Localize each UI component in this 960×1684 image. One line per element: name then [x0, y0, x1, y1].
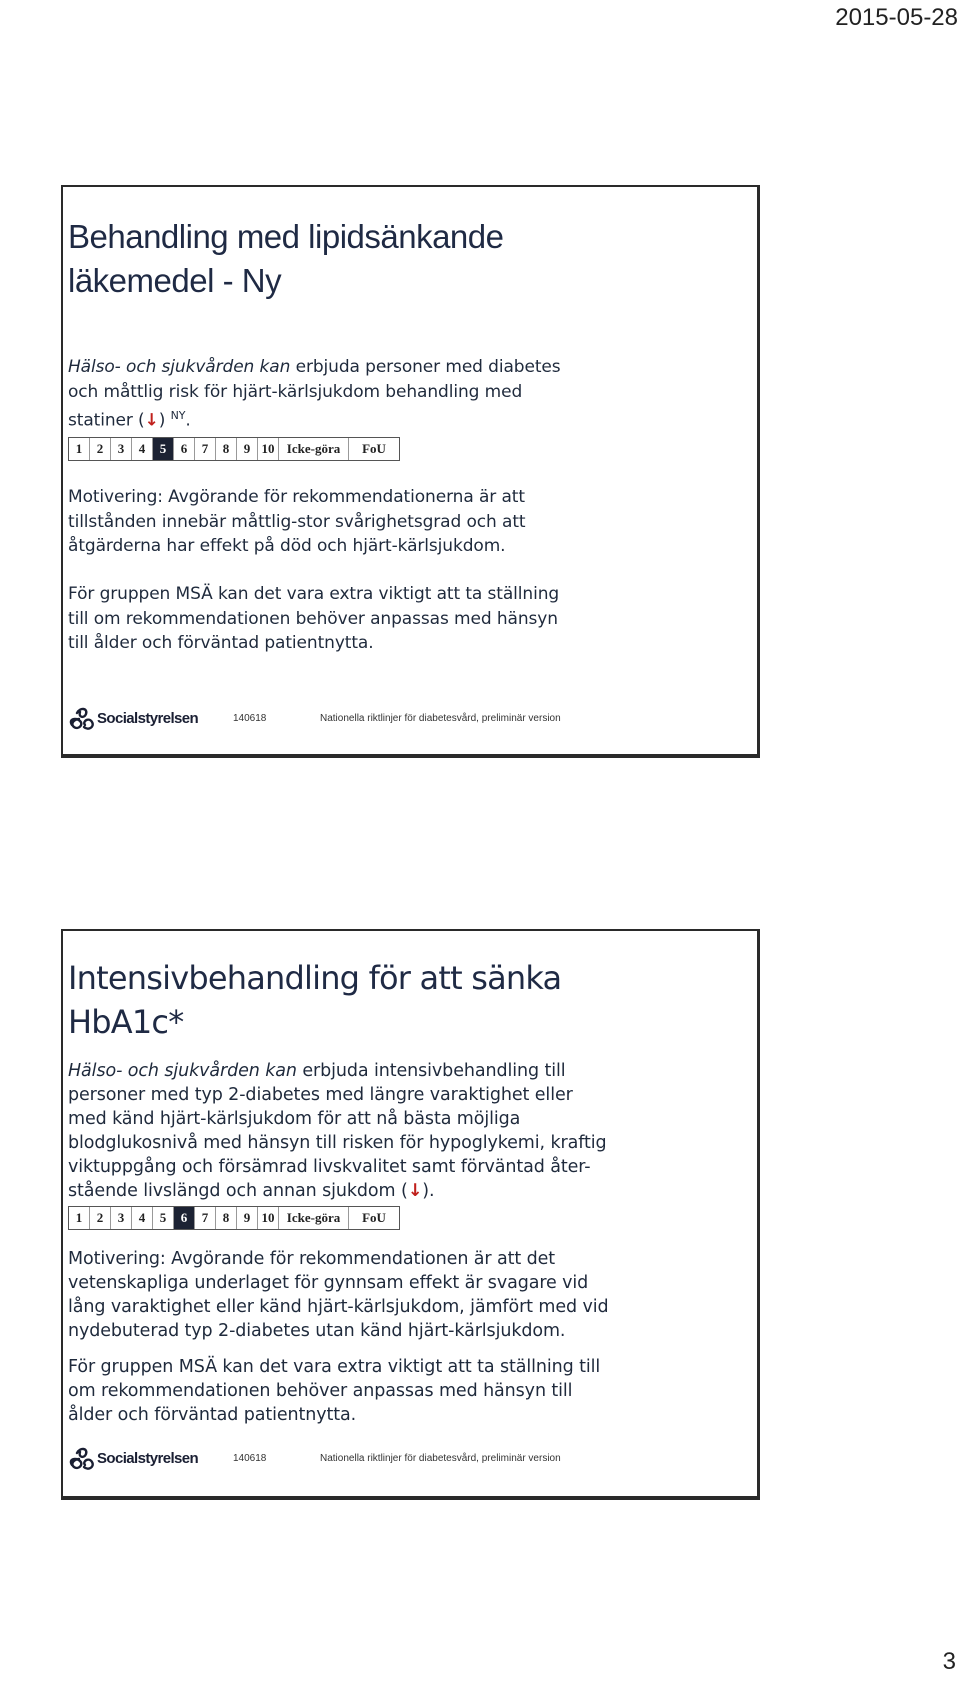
- page-number: 3: [942, 1648, 956, 1675]
- motivation-text: [68, 1247, 749, 1343]
- scale-cell: 4: [132, 1207, 153, 1229]
- recommendation-subject: Hälso- och sjukvården kan: [68, 1061, 297, 1081]
- socialstyrelsen-logo: [68, 705, 198, 731]
- msa-text: [68, 582, 749, 656]
- scale-cell: 9: [237, 438, 258, 460]
- scale-cell: 8: [216, 1207, 237, 1229]
- recommendation-line: ).: [422, 1181, 435, 1201]
- scale-cell: FoU: [362, 441, 386, 456]
- priority-scale: [68, 437, 400, 461]
- scale-cell: Icke-göra: [279, 438, 349, 460]
- slide-lipid-treatment: [61, 185, 760, 758]
- scale-cell: 3: [111, 1207, 132, 1229]
- recommendation-line: viktuppgång och försämrad livskvalitet samt förväntad åter-: [68, 1157, 591, 1177]
- slide-intensive-treatment: [61, 929, 760, 1500]
- motivation-line: Motivering: Avgörande för rekommendationen är att det: [68, 1249, 556, 1269]
- logo-text: Socialstyrelsen: [97, 1449, 199, 1467]
- scale-cell: 8: [216, 438, 237, 460]
- msa-line: ålder och förväntad patientnytta.: [68, 1405, 357, 1425]
- recommendation-line: stående livslängd och annan sjukdom (: [68, 1181, 408, 1201]
- scale-cell: 2: [90, 1207, 111, 1229]
- priority-scale: [68, 1206, 400, 1230]
- scale-cell: 3: [111, 438, 132, 460]
- socialstyrelsen-logo: [68, 1445, 198, 1471]
- recommendation-line: .: [185, 410, 191, 431]
- scale-cell: 4: [132, 438, 153, 460]
- footer-code: 140618: [233, 1453, 267, 1464]
- scale-cell: 5: [153, 1207, 174, 1229]
- scale-cell: 7: [195, 1207, 216, 1229]
- slide-footer: [68, 1445, 752, 1475]
- msa-line: För gruppen MSÄ kan det vara extra viktigt att ta ställning: [68, 584, 560, 604]
- slide-title: [68, 956, 561, 1044]
- recommendation-line: statiner (: [68, 410, 145, 431]
- msa-line: till om rekommendationen behöver anpassas med hänsyn: [68, 608, 558, 629]
- scale-cell: 10: [258, 438, 279, 460]
- msa-text: [68, 1355, 749, 1427]
- slide-footer: [68, 705, 752, 735]
- recommendation-line: erbjuda personer med diabetes: [290, 357, 561, 377]
- scale-cell: 2: [90, 438, 111, 460]
- recommendation-line: blodglukosnivå med hänsyn till risken för hypoglykemi, kraftig: [68, 1133, 607, 1153]
- msa-line: För gruppen MSÄ kan det vara extra viktigt att ta ställning till: [68, 1357, 601, 1377]
- recommendation-text: [68, 1059, 749, 1203]
- scale-cell-active: 5: [153, 438, 174, 460]
- title-line: Intensivbehandling för att sänka: [68, 959, 562, 997]
- recommendation-line: med känd hjärt-kärlsjukdom för att nå bästa möjliga: [68, 1109, 521, 1129]
- logo-text: Socialstyrelsen: [97, 709, 199, 727]
- down-arrow-icon: ↓: [407, 1181, 423, 1201]
- msa-line: om rekommendationen behöver anpassas med hänsyn till: [68, 1381, 573, 1401]
- down-arrow-icon: ↓: [144, 410, 159, 431]
- scale-cell: 9: [237, 1207, 258, 1229]
- motivation-text: [68, 485, 749, 559]
- motivation-line: tillstånden innebär måttlig-stor svårighetsgrad och att: [68, 511, 526, 532]
- recommendation-text: [68, 355, 749, 433]
- socialstyrelsen-emblem-icon: [68, 1445, 96, 1471]
- scale-cell: 7: [195, 438, 216, 460]
- recommendation-subject: Hälso- och sjukvården kan: [68, 357, 291, 377]
- new-marker: NY: [170, 409, 186, 422]
- slide-title: [68, 215, 504, 303]
- motivation-line: vetenskapliga underlaget för gynnsam effekt är svagare vid: [68, 1273, 589, 1293]
- footer-code: 140618: [233, 713, 267, 724]
- page-date: 2015-05-28: [835, 4, 958, 31]
- title-line: Behandling med lipidsänkande: [68, 218, 504, 255]
- title-line: HbA1c*: [68, 1003, 184, 1041]
- scale-cell: 10: [258, 1207, 279, 1229]
- motivation-line: lång varaktighet eller känd hjärt-kärlsjukdom, jämfört med vid: [68, 1297, 609, 1317]
- motivation-line: Motivering: Avgörande för rekommendationerna är att: [68, 487, 525, 507]
- recommendation-line: erbjuda intensivbehandling till: [296, 1061, 566, 1081]
- socialstyrelsen-emblem-icon: [68, 705, 96, 731]
- footer-text: Nationella riktlinjer för diabetesvård, preliminär version: [320, 713, 561, 724]
- motivation-line: åtgärderna har effekt på död och hjärt-kärlsjukdom.: [68, 536, 506, 556]
- title-line: läkemedel - Ny: [68, 262, 282, 299]
- scale-cell: FoU: [362, 1210, 386, 1225]
- recommendation-line: och måttlig risk för hjärt-kärlsjukdom behandling med: [68, 381, 523, 402]
- msa-line: till ålder och förväntad patientnytta.: [68, 633, 374, 653]
- recommendation-line: personer med typ 2-diabetes med längre varaktighet eller: [68, 1085, 573, 1105]
- motivation-line: nydebuterad typ 2-diabetes utan känd hjärt-kärlsjukdom.: [68, 1321, 566, 1341]
- scale-cell: 1: [69, 438, 90, 460]
- scale-cell: 6: [174, 438, 195, 460]
- scale-cell-active: 6: [174, 1207, 195, 1229]
- footer-text: Nationella riktlinjer för diabetesvård, preliminär version: [320, 1453, 561, 1464]
- scale-cell: Icke-göra: [279, 1207, 349, 1229]
- recommendation-line: ): [158, 410, 171, 431]
- scale-cell: 1: [69, 1207, 90, 1229]
